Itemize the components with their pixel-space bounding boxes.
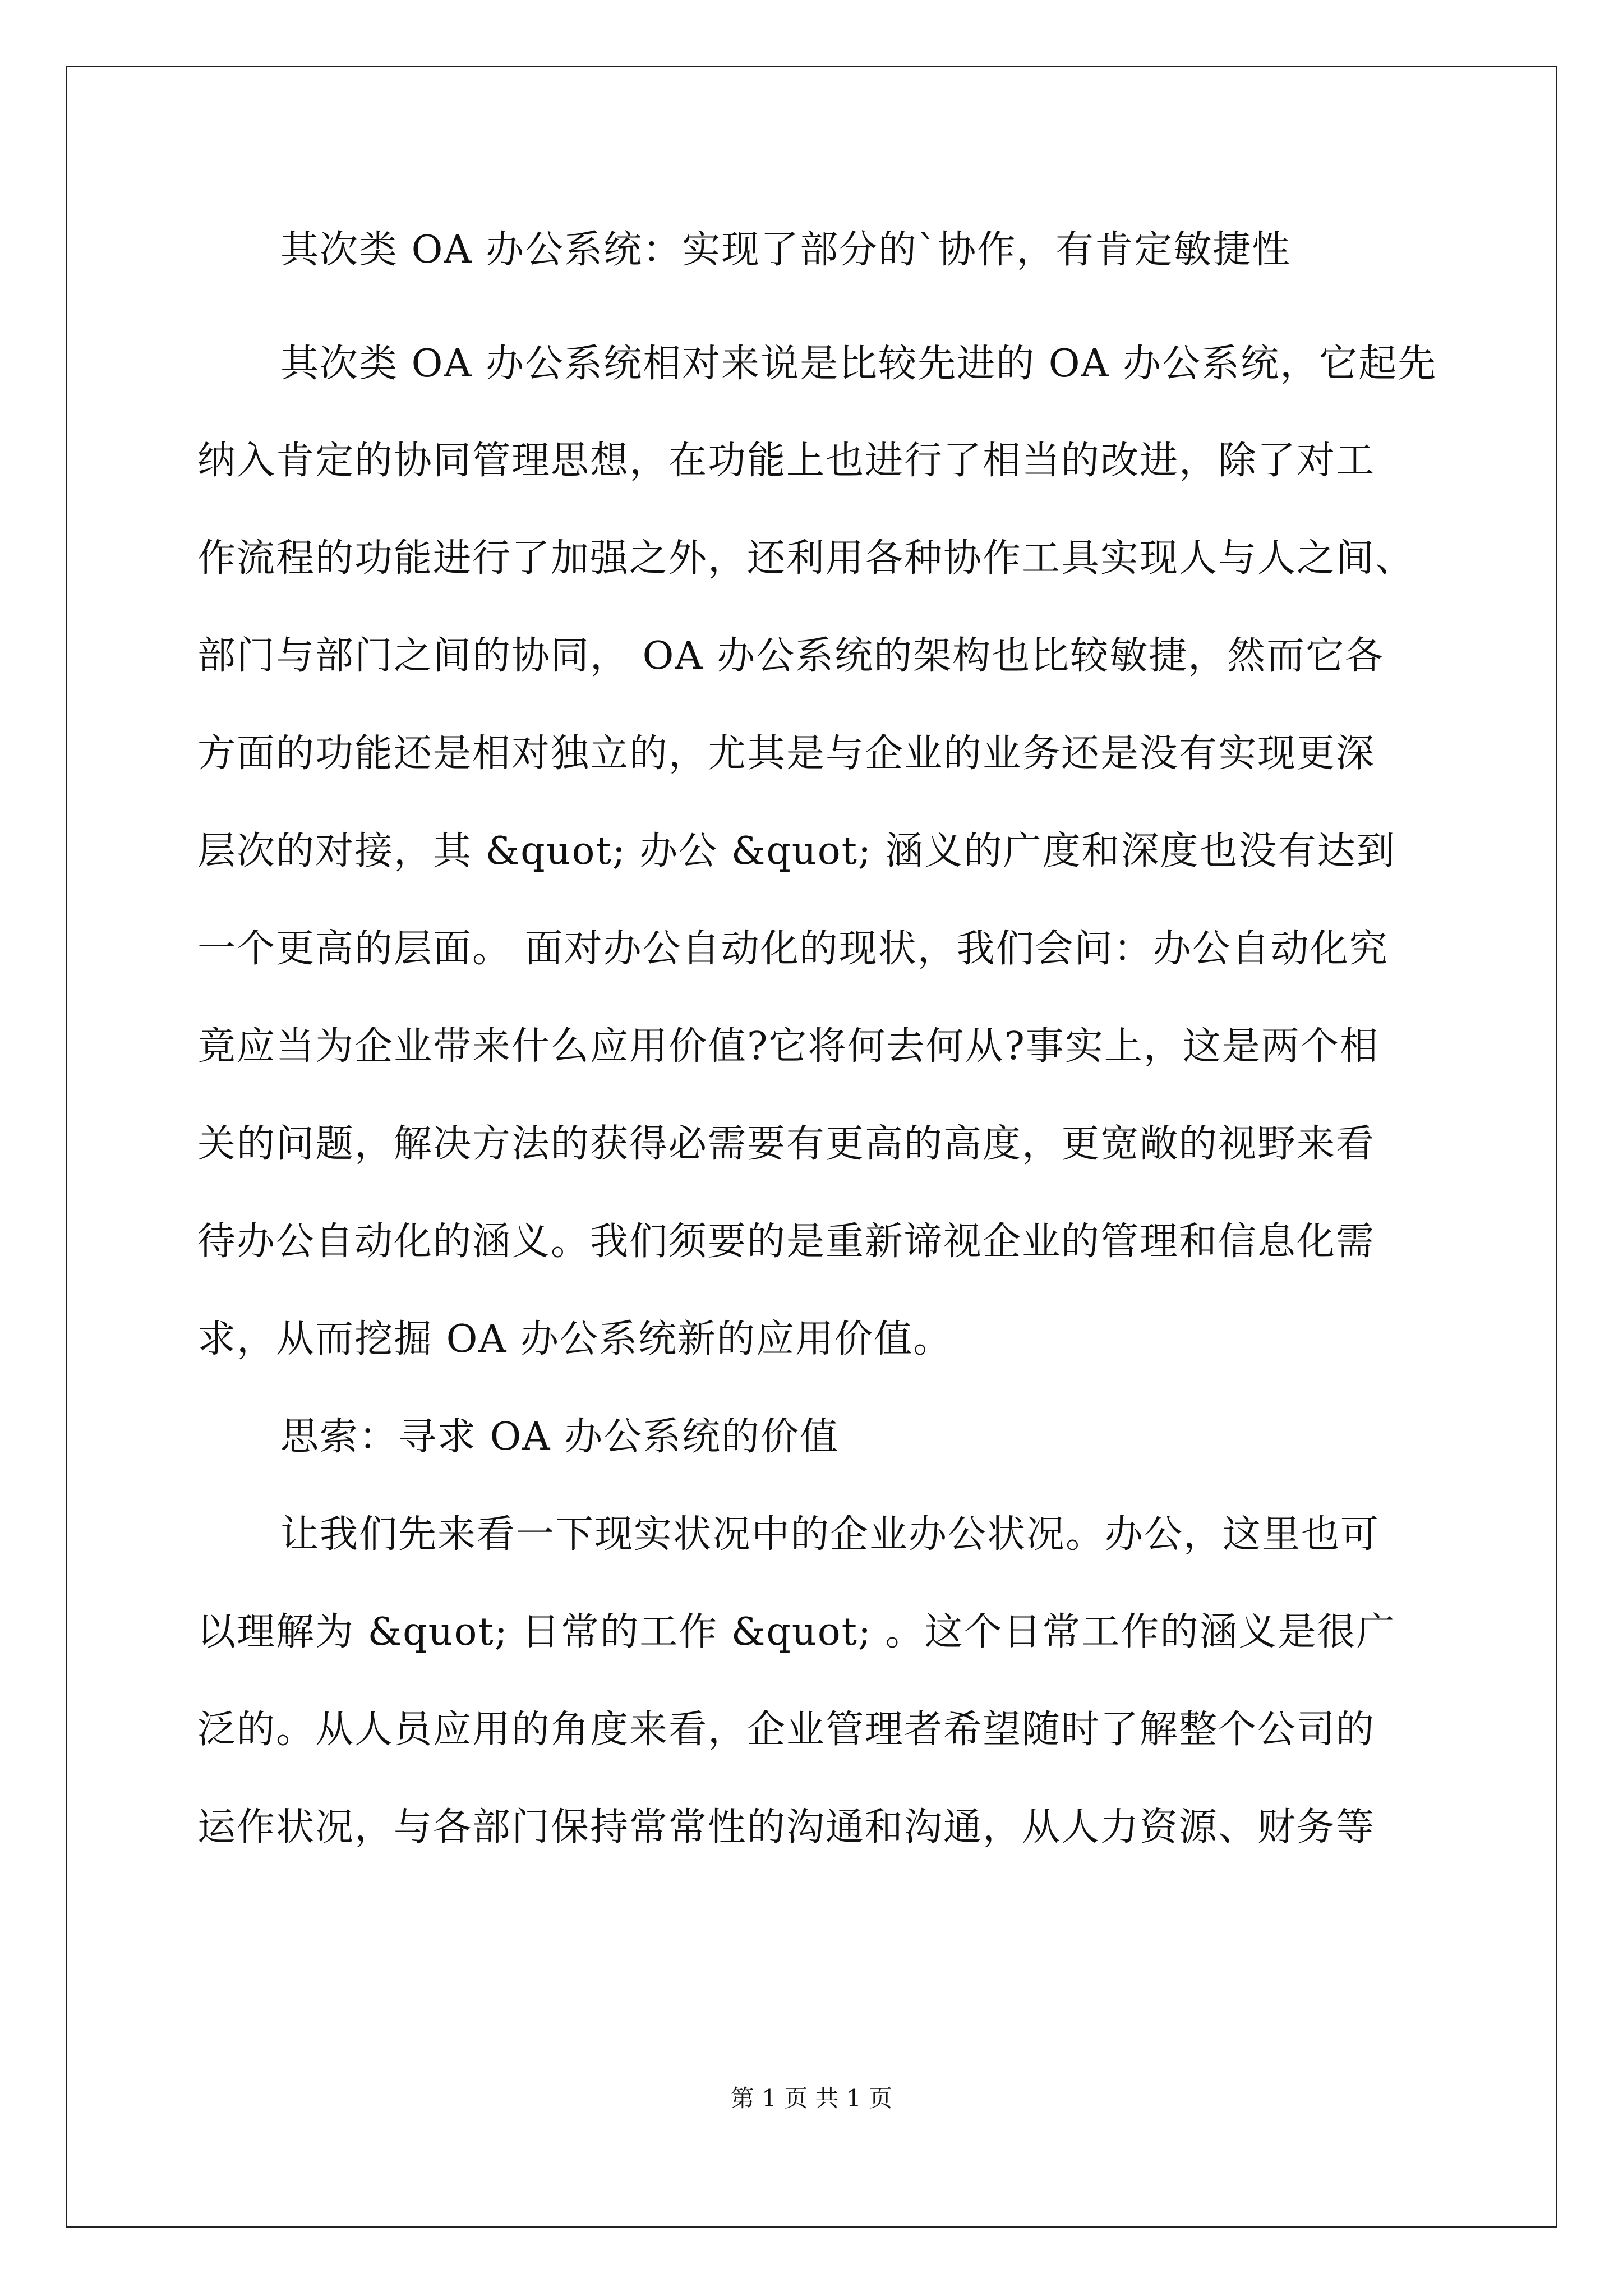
body-line: 以理解为 &quot; 日常的工作 &quot; 。这个日常工作的涵义是很广: [197, 1610, 1396, 1654]
body-line: 关的问题，解决方法的获得必需要有更高的高度，更宽敞的视野来看: [197, 1122, 1376, 1166]
body-line: 一个更高的层面。 面对办公自动化的现状，我们会问：办公自动化究: [197, 927, 1389, 971]
body-line: 层次的对接，其 &quot; 办公 &quot; 涵义的广度和深度也没有达到: [197, 829, 1396, 873]
body-line: 待办公自动化的涵义。我们须要的是重新谛视企业的管理和信息化需: [197, 1220, 1376, 1264]
body-line: 竟应当为企业带来什么应用价值?它将何去何从?事实上，这是两个相: [197, 1024, 1379, 1069]
body-line: 运作状况，与各部门保持常常性的沟通和沟通，从人力资源、财务等: [197, 1805, 1376, 1849]
body-line: 作流程的功能进行了加强之外，还利用各种协作工具实现人与人之间、: [197, 536, 1415, 581]
page-footer: 第 1 页 共 1 页: [730, 2085, 893, 2112]
heading-line: 其次类 OA 办公系统：实现了部分的`协作，有肯定敏捷性: [280, 228, 1292, 272]
body-line: 求，从而挖掘 OA 办公系统新的应用价值。: [197, 1317, 953, 1361]
body-line: 部门与部门之间的协同， OA 办公系统的架构也比较敏捷，然而它各: [197, 634, 1385, 678]
body-line: 让我们先来看一下现实状况中的企业办公状况。办公，这里也可: [280, 1512, 1380, 1557]
body-line: 泛的。从人员应用的角度来看，企业管理者希望随时了解整个公司的: [197, 1708, 1376, 1752]
body-line: 方面的功能还是相对独立的，尤其是与企业的业务还是没有实现更深: [197, 731, 1376, 776]
body-line: 纳入肯定的协同管理思想，在功能上也进行了相当的改进，除了对工: [197, 439, 1376, 483]
body-line: 其次类 OA 办公系统相对来说是比较先进的 OA 办公系统，它起先: [280, 342, 1437, 386]
heading-line: 思索：寻求 OA 办公系统的价值: [280, 1415, 840, 1459]
